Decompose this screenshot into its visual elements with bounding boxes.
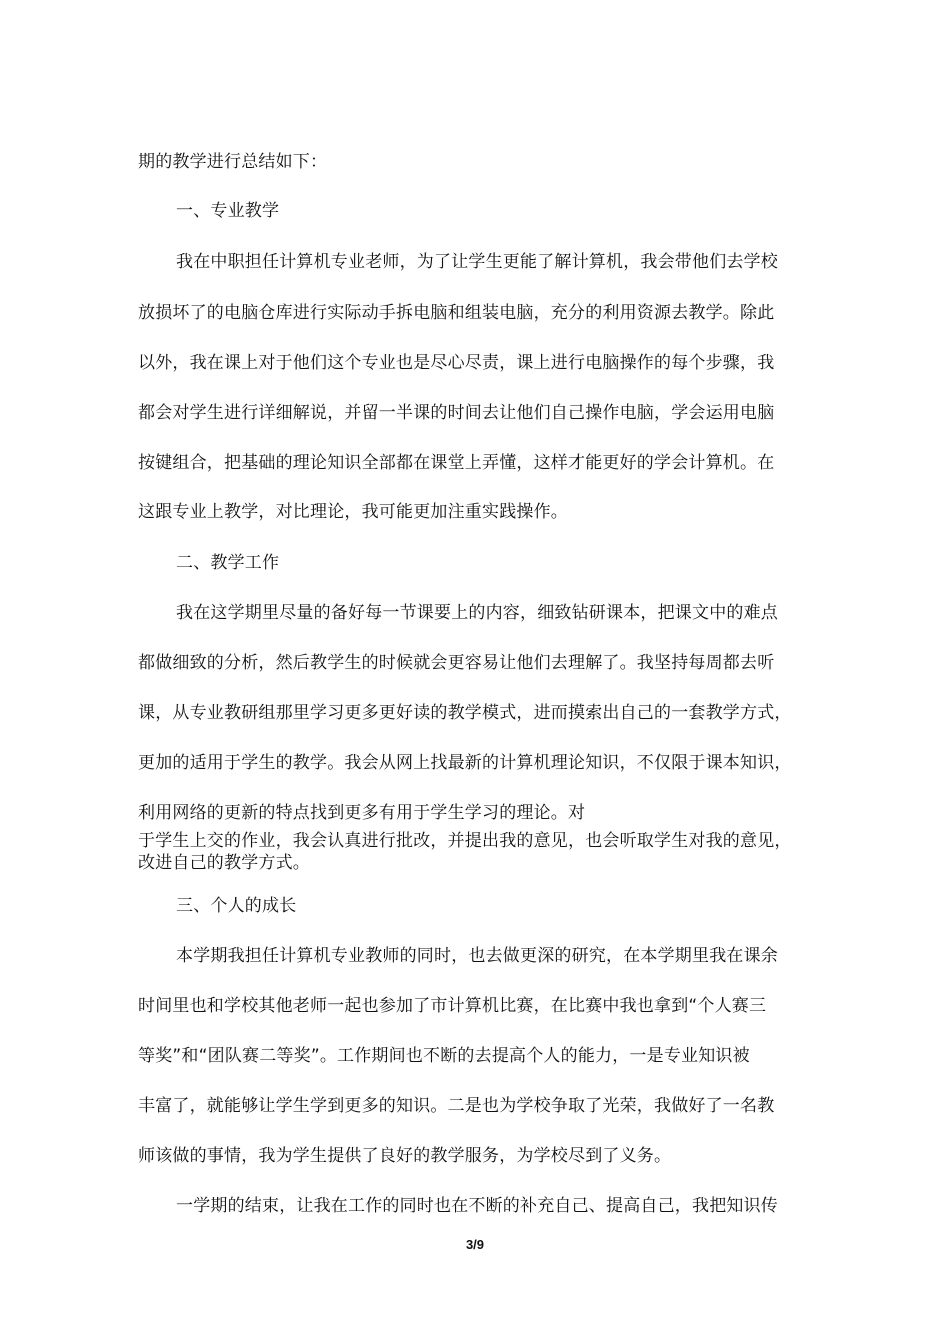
text-line: 利用网络的更新的特点找到更多有用于学生学习的理论。对 — [138, 803, 586, 823]
section-heading: 一、专业教学 — [176, 201, 280, 221]
text-line: 课，从专业教研组那里学习更多更好读的教学模式，进而摸索出自己的一套教学方式， — [138, 703, 792, 723]
text-line: 等奖”和“团队赛二等奖”。工作期间也不断的去提高个人的能力，一是专业知识被 — [138, 1046, 750, 1066]
section-heading: 二、教学工作 — [176, 553, 280, 573]
section-heading: 三、个人的成长 — [176, 896, 297, 916]
text-line: 本学期我担任计算机专业教师的同时，也去做更深的研究，在本学期里我在课余 — [176, 946, 778, 966]
text-line: 放损坏了的电脑仓库进行实际动手拆电脑和组装电脑，充分的利用资源去教学。除此 — [138, 303, 775, 323]
text-line: 更加的适用于学生的教学。我会从网上找最新的计算机理论知识，不仅限于课本知识， — [138, 753, 792, 773]
text-line: 一学期的结束，让我在工作的同时也在不断的补充自己、提高自己，我把知识传 — [176, 1196, 778, 1216]
text-line: 我在这学期里尽量的备好每一节课要上的内容，细致钻研课本，把课文中的难点 — [176, 603, 778, 623]
text-line: 都做细致的分析，然后教学生的时候就会更容易让他们去理解了。我坚持每周都去听 — [138, 653, 775, 673]
text-line: 于学生上交的作业，我会认真进行批改，并提出我的意见，也会听取学生对我的意见， — [138, 831, 792, 851]
text-line: 师该做的事情，我为学生提供了良好的教学服务，为学校尽到了义务。 — [138, 1146, 672, 1166]
page-number: 3/9 — [465, 1237, 485, 1252]
text-line: 改进自己的教学方式。 — [138, 853, 310, 873]
text-line: 时间里也和学校其他老师一起也参加了市计算机比赛，在比赛中我也拿到“个人赛三 — [138, 996, 767, 1016]
text-line: 以外，我在课上对于他们这个专业也是尽心尽责，课上进行电脑操作的每个步骤，我 — [138, 353, 775, 373]
text-line: 都会对学生进行详细解说，并留一半课的时间去让他们自己操作电脑，学会运用电脑 — [138, 403, 775, 423]
text-line: 按键组合，把基础的理论知识全部都在课堂上弄懂，这样才能更好的学会计算机。在 — [138, 453, 775, 473]
text-line: 这跟专业上教学，对比理论，我可能更加注重实践操作。 — [138, 502, 568, 522]
text-line: 丰富了，就能够让学生学到更多的知识。二是也为学校争取了光荣，我做好了一名教 — [138, 1096, 775, 1116]
text-line: 我在中职担任计算机专业老师，为了让学生更能了解计算机，我会带他们去学校 — [176, 252, 778, 272]
text-line: 期的教学进行总结如下： — [138, 152, 328, 172]
